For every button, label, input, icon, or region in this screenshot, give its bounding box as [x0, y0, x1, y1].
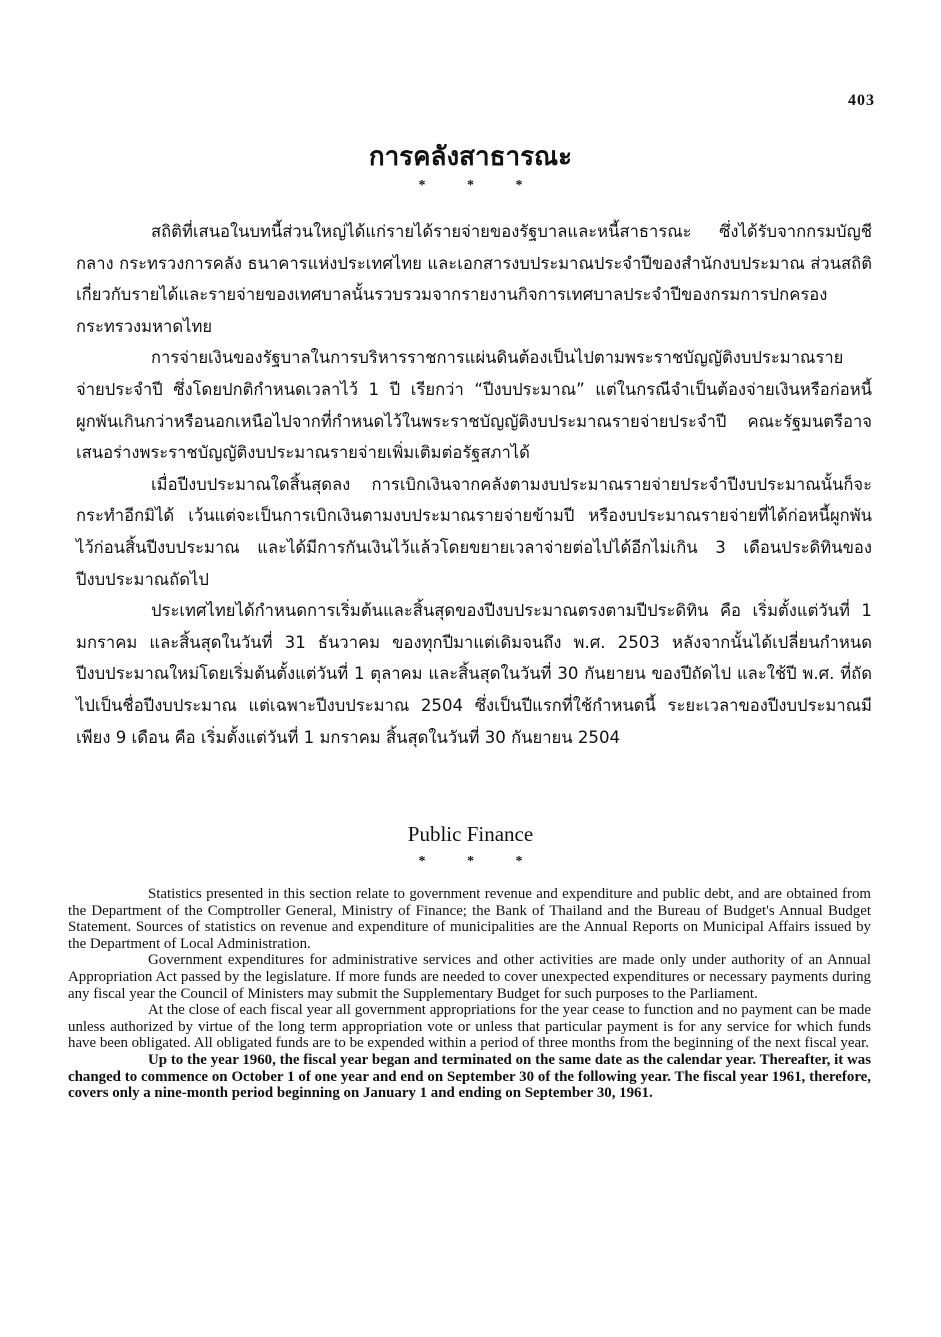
thai-paragraph-4: ประเทศไทยได้กำหนดการเริ่มต้นและสิ้นสุดของปีงบประมาณตรงตามปีประดิทิน คือ เริ่มตั้งแต่วันที่ 1 มกราคม และสิ้นสุดในวันที่ 31 ธันวาคม ของทุกปีมาแต่เดิมจนถึง พ.ศ. 2503 หลังจากนั้นได้เปลี่ยนกำหนดปีงบประมาณใหม่โดยเริ่มต้นตั้งแต่วันที่ 1 ตุลาคม และสิ้นสุดในวันที่ 30 กันยายน ของปีถัดไป และใช้ปี พ.ศ. ที่ถัดไปเป็นชื่อปีงบประมาณ แต่เฉพาะปีงบประมาณ 2504 ซึ่งเป็นปีแรกที่ใช้กำหนดนี้ ระยะเวลาของปีงบประมาณมีเพียง 9 เดือน คือ เริ่มตั้งแต่วันที่ 1 มกราคม สิ้นสุดในวันที่ 30 กันยายน 2504: [76, 601, 872, 747]
page-number: 403: [848, 92, 875, 109]
thai-paragraph-2: การจ่ายเงินของรัฐบาลในการบริหารราชการแผ่นดินต้องเป็นไปตามพระราชบัญญัติงบประมาณรายจ่ายประจำปี ซึ่งโดยปกติกำหนดเวลาไว้ 1 ปี เรียกว่า “ปีงบประมาณ” แต่ในกรณีจำเป็นต้องจ่ายเงินหรือก่อหนี้ผูกพันเกินกว่าหรือนอกเหนือไปจากที่กำหนดไว้ในพระราชบัญญัติงบประมาณรายจ่ายประจำปี คณะรัฐมนตรีอาจเสนอร่างพระราชบัญญัติงบประมาณรายจ่ายเพิ่มเติมต่อรัฐสภาได้: [76, 348, 873, 463]
thai-paragraph-3: เมื่อปีงบประมาณใดสิ้นสุดลง การเบิกเงินจากคลังตามงบประมาณรายจ่ายประจำปีงบประมาณนั้นก็จะกระทำอีกมิได้ เว้นแต่จะเป็นการเบิกเงินตามงบประมาณรายจ่ายข้ามปี หรืองบประมาณรายจ่ายที่ได้ก่อหนี้ผูกพันไว้ก่อนสิ้นปีงบประมาณ และได้มีการกันเงินไว้แล้วโดยขยายเวลาจ่ายต่อไปได้อีกไม่เกิน 3 เดือนประดิทินของปีงบประมาณถัดไป: [76, 474, 872, 589]
english-section-title: Public Finance: [407, 822, 534, 846]
thai-paragraph-1: สถิติที่เสนอในบทนี้ส่วนใหญ่ได้แก่รายได้รายจ่ายของรัฐบาลและหนี้สาธารณะ ซึ่งได้รับจากกรมบัญชีกลาง กระทรวงการคลัง ธนาคารแห่งประเทศไทย และเอกสารงบประมาณประจำปีของสำนักงบประมาณ ส่วนสถิติเกี่ยวกับรายได้และรายจ่ายของเทศบาลนั้นรวบรวมจากรายงานกิจการเทศบาลประจำปีของกรมการปกครอง กระทรวงมหาดไทย: [76, 222, 872, 336]
english-paragraph-4: Up to the year 1960, the fiscal year began and terminated on the same date as the calendar year. Thereafter, it was changed to commence on October 1 of one year and end on September 30 of the following year. The fiscal year 1961, therefore, covers only a nine-month period beginning on January 1 and ending on September 30, 1961.: [68, 1051, 871, 1102]
english-paragraph-1: Statistics presented in this section relate to government revenue and expenditure and public debt, and are obtained from the Department of the Comptroller General, Ministry of Finance; the Bank of Thailand and the Bureau of Budget's Annual Budget Statement. Sources of statistics on revenue and expenditure of municipalities are the Annual Reports on Municipal Affairs issued by the Department of Local Administration.: [68, 886, 871, 952]
english-section-separator: * * *: [418, 854, 523, 869]
english-paragraph-2: Government expenditures for administrative services and other activities are made only under authority of an Annual Appropriation Act passed by the legislature. If more funds are needed to cover unexpected expenditures or necessary payments during any fiscal year the Council of Ministers may submit the Supplementary Budget for such purposes to the Parliament.: [68, 952, 871, 1002]
thai-section-separator: * * *: [418, 178, 523, 193]
english-paragraph-3: At the close of each fiscal year all government appropriations for the year cease to function and no payment can be made unless authorized by virtue of the long term appropriation vote or unless that particular payment is for any service for which funds have been obligated. All obligated funds are to be expended within a period of three months from the beginning of the next fiscal year.: [68, 1002, 871, 1052]
english-section-body: [68, 886, 871, 1102]
thai-section-body: [76, 216, 872, 753]
thai-section-title: การคลังสาธารณะ: [368, 142, 573, 172]
